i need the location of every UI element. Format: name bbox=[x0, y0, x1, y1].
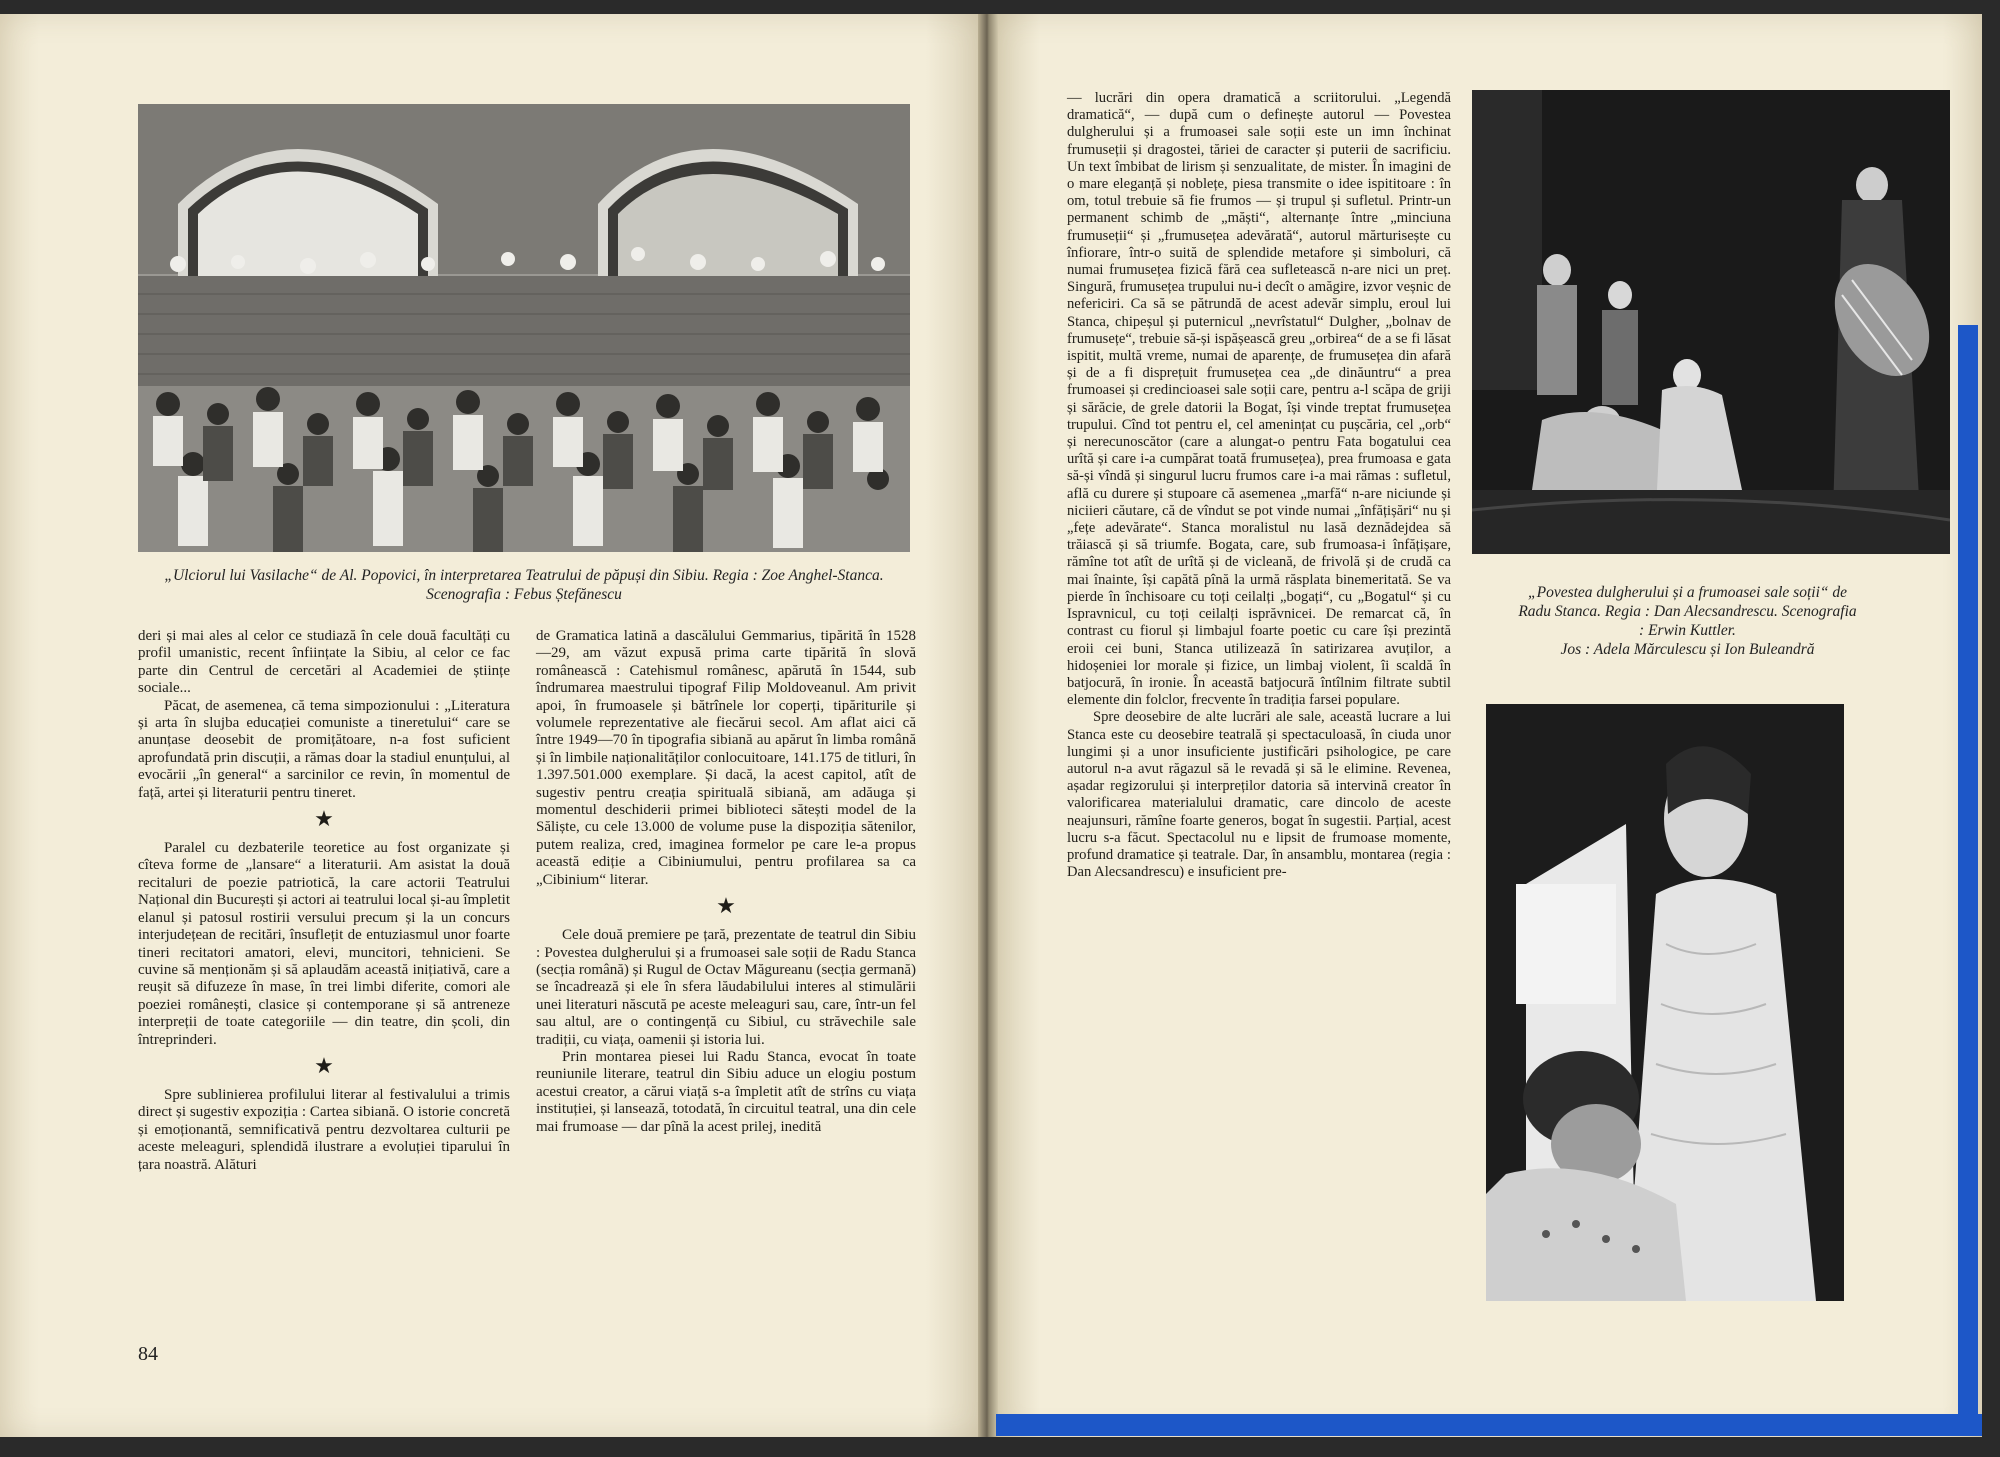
page-number: 84 bbox=[138, 1343, 158, 1365]
caption-actors: Jos : Adela Mărculescu și Ion Buleandră bbox=[1560, 641, 1815, 658]
paragraph: Cele două premiere pe țară, prezentate de teatrul din Sibiu : Povestea dulgherului și a frumoasei sale soții de Radu Stanca (secția română) și Rugul de Octav Măgureanu (secția germană) se încadrează și ele în sfera lăudabilului interes al stimulării unei literaturi născută pe aceste meleaguri sau, care, într-un fel sau altul, are o contingență cu Sibiul, cu străvechile sale tradiții, cu viața, oamenii și istoria lui. bbox=[536, 927, 916, 1048]
paragraph: Prin montarea piesei lui Radu Stanca, evocat în toate reuniunile literare, teatrul din Sibiu aduce un elogiu postum acestui creator, a cărui viață s-a împletit atît de strîns cu viața instituției, și lansează, totodată, în circuitul teatral, una din cele mai frumoase — dar pînă la acest prilej, inedită bbox=[536, 1048, 916, 1135]
left-column-2 bbox=[536, 628, 916, 1136]
paragraph: — lucrări din opera dramatică a scriitorului. „Legendă dramatică“, — după cum o definește autorul — Povestea dulgherului și a frumoasei sale soții este un imn închinat frumuseții și dragostei, tăriei de caracter și puterii de sacrificiu. Un text îmbibat de lirism și senzualitate, de mister. În imagini de o mare eleganță și noblețe, piesa transmite o idee ispititoare : în om, totul trebuie să fie frumos — și trupul și sufletul. Printr-un permanent schimb de „măști“, alternanțe între „minciuna frumuseții“ și „frumusețea adevărată“, autorul mărturisește cu înfiorare, într-o suită de splendide metafore și simboluri, că numai frumusețea fizică fără cea sufletească n-are nici un preț. Singură, frumusețea trupului nu-i decît o amăgire, izvor veșnic de nefericiri. Ca să se pătrundă de acest adevăr simplu, eroul lui Stanca, chipeșul și puternicul „nevrîstatul“ Dulgher, „bolnav de frumusețe“, trebuie să-și ispășească greu „orbirea“ de a se fi lăsat ispitit, multă vreme, numai de aparențe, de frumusețea din afară și de a fi disprețuit frumusețea cea „de dinăuntru“ a prea frumoasei și credincioasei sale soții care, pentru a-l scăpa de griji și sărăcie, de grele datorii la Bogat, își vinde treptat frumusețea trupului. Cînd tot pentru el, cel amenințat cu pușcăria, cel „orb“ și nerecunoscător (care a alungat-o pentru Fata bogatului cea urîtă și care i-a cumpărat toată frumusețea), prea frumoasa e gata să-și vîndă și singurul lucru frumos care i-a mai rămas : sufletul, află cu durere și stupoare că asemenea „marfă“ n-are niciunde și niciieri căutare, că de vîndut se pot vinde numai „înfățișări“ nu și „fețe adevărate“. Stanca moralistul nu lasă deznădejdea să trăiască și să triumfe. Bogata, care, sub frumoasa-i înfățișare, rămîne tot atît de urîtă și de vicleană, de frivolă și de crudă ca mai înainte, își capătă pînă la urmă răsplata binemeritată. Se va pierde în închisoare cu toți ceilalți „bogați“, cu „Bogatul“ și cu Ispravnicul, cu toți ceilalți isprăvnicei. De remarcat că, în contrast cu fiorul și limbajul foarte poetic cu care își prezintă eroii cei buni, Stanca utilizează în satirizarea avuților, a hidoșeniei lor morale și fizice, un limbaj violent, îi scaldă în batjocură, în ironie. În această batjocură întîlnim filtrate subtil elemente din folclor, frecvente în tradiția farsei populare. bbox=[1067, 90, 1451, 709]
paragraph: de Gramatica latină a dascălului Gemmarius, tipărită în 1528—29, am văzut expusă prima carte tipărită în slovă românească : Catehismul românesc, apărută în 1544, sub îndrumarea maestrului tipograf Filip Moldoveanul. Am privit apoi, în frumoasele și bătrînele lor coperți, tipăriturile și volumele reprezentative ale fiecărui secol. Am aflat aici că între 1949—70 în tipografia sibiană au apărut în limba română și în limbile naționalităților conlocuitoare, 141.175 de titluri, în 1.397.501.000 exemplare. Și dacă, la acest capitol, atît de sugestiv pentru creația spirituală sibiană, am adăuga și momentul deschiderii primei biblioteci sătești model de la Săliște, cu cele 13.000 de volume puse la dispoziția sătenilor, putem realiza, cred, imaginea formelor pe care le-a propus această ediție a Cibiniumului, pentru profilarea sa ca „Cibinium“ literar. bbox=[536, 628, 916, 888]
section-star: ★ bbox=[716, 893, 736, 919]
left-column-1 bbox=[138, 628, 510, 1174]
puppet-theatre-photo bbox=[138, 104, 910, 552]
blue-band-right bbox=[1958, 325, 1978, 1435]
paragraph: Păcat, de asemenea, că tema simpozionului : „Literatura și arta în slujba educației comuniste a tineretului“ care se anunțase deosebit de promițătoare, n-a fost suficient aprofundată prin discuții, a rămas doar la stadiul enunțului, al evocării „în general“ a sarcinilor ce revin, în momentul de față, artei și literaturii pentru tineret. bbox=[138, 697, 510, 801]
actors-portrait-photo bbox=[1486, 704, 1844, 1301]
paragraph: Spre sublinierea profilului literar al festivalului a trimis direct și sugestiv expoziția : Cartea sibiană. O istorie concretă și emoționantă, semnificativă pentru dezvoltarea culturii pe aceste meleaguri, splendidă ilustrare a evoluției tiparului în țara noastră. Alături bbox=[138, 1086, 510, 1173]
section-star: ★ bbox=[314, 806, 334, 832]
right-column bbox=[1067, 90, 1451, 881]
section-star: ★ bbox=[314, 1052, 334, 1078]
stage-scene-photo bbox=[1472, 90, 1950, 554]
book-gutter bbox=[978, 14, 998, 1437]
blue-band-bottom bbox=[996, 1414, 1982, 1436]
paragraph: Paralel cu dezbaterile teoretice au fost organizate și cîteva forme de „lansare“ a literaturii. Am asistat la două recitaluri de poezie patriotică, la care actorii Teatrului Național din București și actori ai teatrului local și-au împletit elanul și patosul rostirii versului precum și la un concurs interjudețean de recitări, însuflețit de entuziasmul unor foarte tineri recitatori amatori, elevi, muncitori, tehnicieni. Se cuvine să menționăm și să aplaudăm această inițiativă, care a reușit să difuzeze în mase, în trei limbi diferite, comori ale poeziei românești, clasice și contemporane și să antreneze interpreții de toate categoriile — din teatre, din școli, din întreprinderi. bbox=[138, 840, 510, 1048]
paragraph: Spre deosebire de alte lucrări ale sale, această lucrare a lui Stanca este cu deosebire teatrală și spectaculoasă, în ciuda unor lungimi și a unor insuficiente justificări psihologice, pe care autorul n-a avut răgazul să le revadă și să le elimine. Revenea, așadar regizorului și interpreților datoria să intervină creator în valorificarea materialului dramatic, care dincolo de aceste neajunsuri, rămîne foarte generos, bogat în sugestii. Parțial, acest lucru s-a făcut. Spectacolul nu e lipsit de frumoase momente, profund dramatice și teatrale. Dar, în ansamblu, montarea (regia : Dan Alecsandrescu) e insuficient pre- bbox=[1067, 709, 1451, 881]
left-photo-caption: „Ulciorul lui Vasilache“ de Al. Popovici, în interpretarea Teatrului de păpuși din Sibiu. Regia : Zoe Anghel-Stanca. Scenografia : Febus Ștefănescu bbox=[164, 567, 884, 603]
paragraph: deri și mai ales al celor ce studiază în cele două facultăți cu profil umanistic, recent înființate la Sibiu, al celor ce fac parte din Centrul de cercetări al Academiei de științe sociale... bbox=[138, 628, 510, 697]
caption-main: „Povestea dulgherului și a frumoasei sale soții“ de Radu Stanca. Regia : Dan Alecsandrescu. Scenografia : Erwin Kuttler. bbox=[1518, 584, 1857, 639]
right-photo-caption bbox=[1515, 583, 1860, 659]
